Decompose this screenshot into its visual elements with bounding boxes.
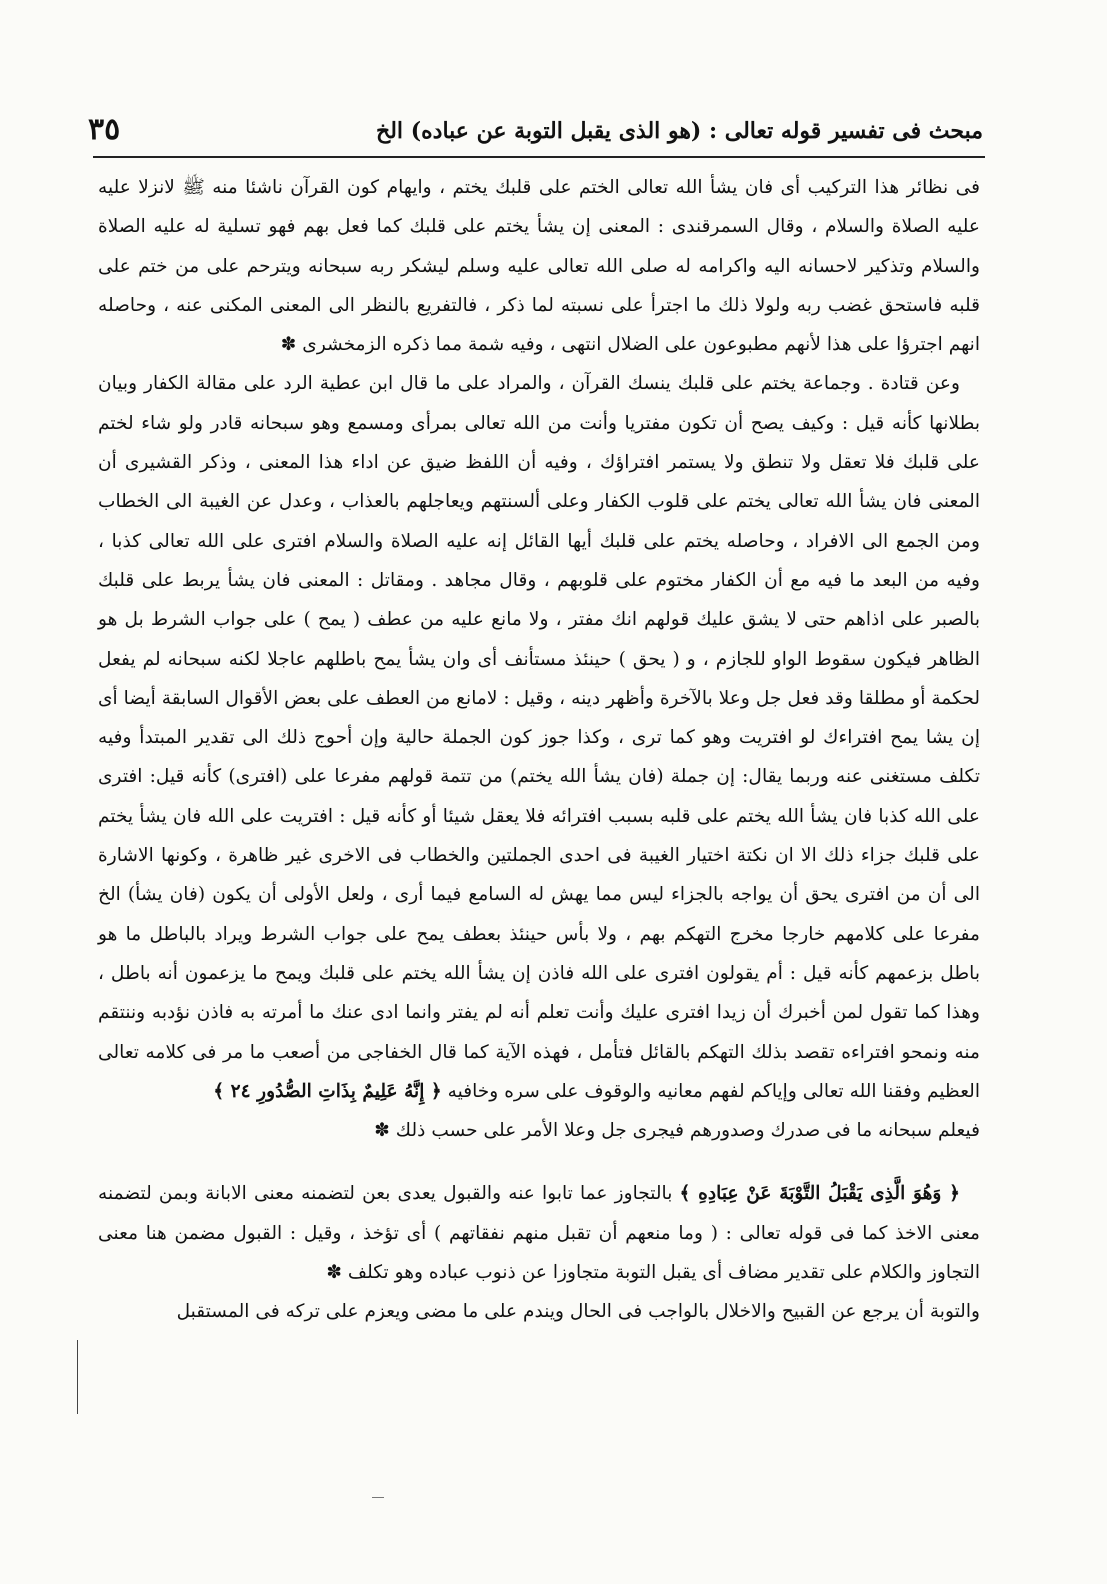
footer-mark <box>372 1497 384 1498</box>
paragraph-closing: فيعلم سبحانه ما فى صدرك وصدورهم فيجرى جل وعلا الأمر على حسب ذلك ✽ <box>374 1120 980 1142</box>
margin-mark <box>77 1340 78 1414</box>
paragraph-1: فى نظائر هذا التركيب أى فان يشأ الله تعالى الختم على قلبك يختم ، وايهام كون القرآن ناشئا منه ﷺ لانزلا عليه عليه الصلاة والسلام ، وقال السمرقندى : المعنى إن يشأ يختم على قلبك كما فعل بهم فهو تسلية له عليه الصلاة والسلام وتذكير لاحسانه اليه واكرامه له صلى الله تعالى عليه وسلم ليشكر ربه سبحانه ويترحم على من ختم على قلبه فاستحق غضب ربه ولولا ذلك ما اجترأ على نسبته لما ذكر ، فالتفريع بالنظر الى المعنى المكنى عنه ، وحاصله انهم اجترؤا على هذا لأنهم مطبوعون على الضلال انتهى ، وفيه شمة مما ذكره الزمخشرى ✽ <box>98 177 980 356</box>
running-header <box>88 112 983 154</box>
paragraph-3 <box>98 1174 980 1292</box>
header-rule <box>93 156 985 158</box>
paragraph-2-text: وعن قتادة . وجماعة يختم على قلبك ينسك القرآن ، والمراد على ما قال ابن عطية الرد على مقالة الكفار وبيان بطلانها كأنه قيل : وكيف يصح أن تكون مفتريا وأنت من الله تعالى بمرأى ومسمع وهو سبحانه قادر ولو شاء لختم على قلبك فلا تعقل ولا تنطق ولا يستمر افتراؤك ، وفيه أن اللفظ ضيق عن اداء هذا المعنى ، وذكر القشيرى أن المعنى فان يشأ الله تعالى يختم على قلوب الكفار وعلى ألسنتهم ويعاجلهم بالعذاب ، وعدل عن الغيبة الى الخطاب ومن الجمع الى الافراد ، وحاصله يختم على قلبك أيها القائل إنه عليه الصلاة والسلام افترى على الله تعالى كذبا ، وفيه من البعد ما فيه مع أن الكفار مختوم على قلوبهم ، وقال مجاهد . ومقاتل : المعنى فان يشأ يربط على قلبك بالصبر على اذاهم حتى لا يشق عليك قولهم انك مفتر ، ولا مانع عليه من عطف ( يمح ) على جواب الشرط بل هو الظاهر فيكون سقوط الواو للجازم ، و ( يحق ) حينئذ مستأنف أى وان يشأ يمح باطلهم عاجلا لكنه سبحانه لم يفعل لحكمة أو مطلقا وقد فعل جل وعلا بالآخرة وأظهر دينه ، وقيل : لامانع من العطف على بعض الأقوال السابقة أيضا أى إن يشا يمح افتراءك لو افتريت وهو كما ترى ، وكذا جوز كون الجملة حالية وإن أحوج ذلك الى تقدير المبتدأ وفيه تكلف مستغنى عنه وربما يقال: إن جملة (فان يشأ الله يختم) من تتمة قولهم مفرعا على (افترى) كأنه قيل: افترى على الله كذبا فان يشأ الله يختم على قلبه بسبب افترائه فلا يعقل شيئا أو كأنه قيل : افتريت على الله فان يشأ يختم على قلبك جزاء ذلك الا ان نكتة اختيار الغيبة فى احدى الجملتين والخطاب فى الاخرى غير ظاهرة ، وكونها الاشارة الى أن من افترى يحق أن يواجه بالجزاء ليس مما يهش له السامع فيما أرى ، ولعل الأولى أن يكون (فان يشأ) الخ مفرعا على كلامهم خارجا مخرج التهكم بهم ، ولا بأس حينئذ بعطف يمح على جواب الشرط ويراد بالباطل ما هو باطل بزعمهم كأنه قيل : أم يقولون افترى على الله فاذن إن يشأ الله يختم على قلبك ويمح ما يزعمون أنه باطل ، وهذا كما تقول لمن أخبرك أن زيدا افترى عليك وأنت تعلم أنه لم يفتر وانما ادى عنك ما أمرته به فاذن نؤدبه وننتقم منه ونمحو افتراءه تقصد بذلك التهكم بالقائل فتأمل ، فهذه الآية كما قال الخفاجى من أصعب ما مر فى كلامه تعالى العظيم وفقنا الله تعالى وإياكم لفهم معانيه والوقوف على سره وخافيه <box>98 373 980 1102</box>
paragraph-3-text: بالتجاوز عما تابوا عنه والقبول يعدى بعن لتضمنه معنى الابانة وبمن لتضمنه معنى الاخذ كما فى قوله تعالى : ( وما منعهم أن تقبل منهم نفقاتهم ) أى تؤخذ ، وقيل : القبول مضمن هنا معنى التجاوز والكلام على تقدير مضاف أى يقبل التوبة متجاوزا عن ذنوب عباده وهو تكلف ✽ <box>98 1183 980 1284</box>
paragraph-4: والتوبة أن يرجع عن القبيح والاخلال بالواجب فى الحال ويندم على ما مضى ويعزم على تركه فى المستقبل <box>176 1301 980 1323</box>
paragraph-2 <box>98 364 980 1111</box>
section-gap <box>98 1150 980 1174</box>
quran-verse-25: ﴿ وَهُوَ الَّذِى يَقْبَلُ التَّوْبَةَ عَنْ عِبَادِهِ ﴾ <box>679 1183 960 1205</box>
header-title: مبحث فى تفسير قوله تعالى : (هو الذى يقبل التوبة عن عباده) الخ <box>376 118 983 144</box>
quran-verse-24: ﴿ إِنَّهُ عَلِيمٌ بِذَاتِ الصُّدُورِ ٢٤ ﴾ <box>213 1080 442 1102</box>
page-number: ٣٥ <box>88 112 121 147</box>
body-text <box>98 168 980 1332</box>
